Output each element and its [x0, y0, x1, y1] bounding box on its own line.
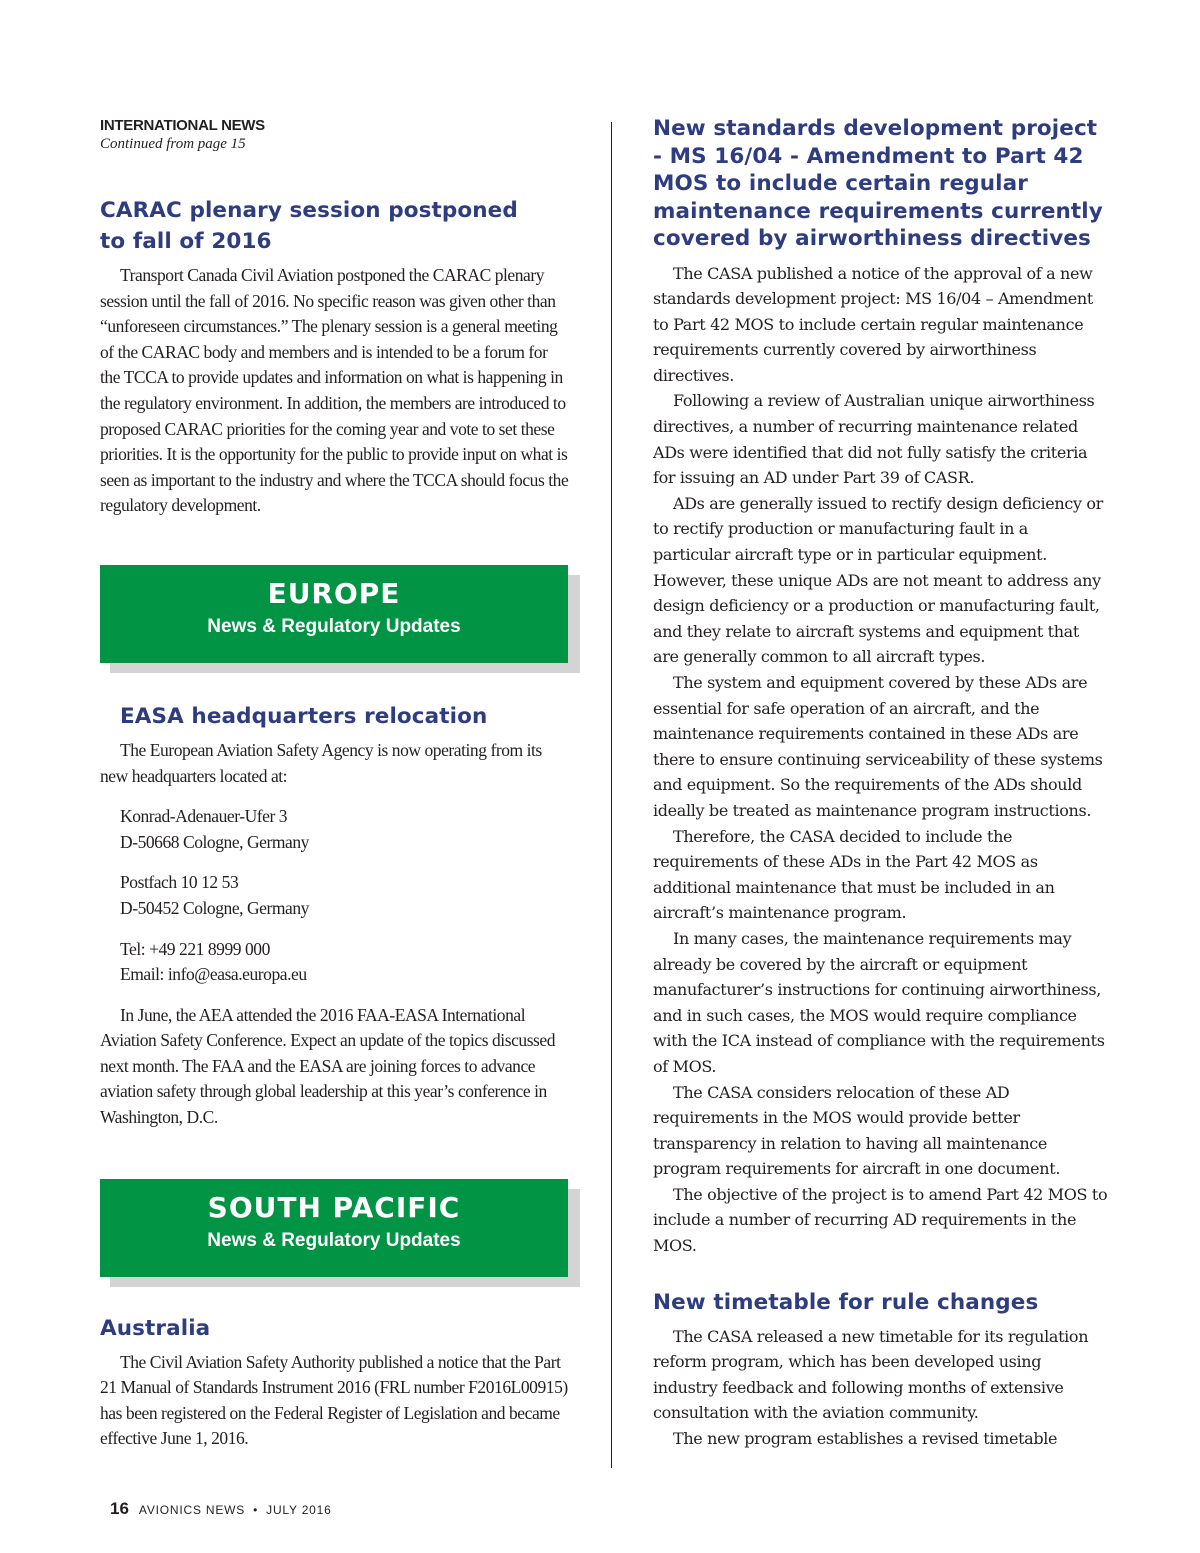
ms1604-headline: New standards development project - MS 16/04 - Amendment to Part 42 MOS to include certain regular maintenance requirements currently covered by airworthiness directives: [653, 116, 1103, 251]
south-pacific-banner: [100, 1179, 568, 1277]
ms1604-paragraph: The CASA published a notice of the approval of a new standards development project: MS 16/04 – Amendment to Part 42 MOS to include certain regular maintenance requirements currently covered by airworthiness directives.: [653, 263, 1093, 385]
easa-headline: EASA headquarters relocation: [120, 703, 488, 729]
continued-note: Continued from page 15: [100, 136, 246, 152]
australia-body: [100, 1350, 570, 1452]
carac-body: [100, 263, 570, 519]
ms1604-body: [653, 261, 1108, 1259]
address1-line1: Konrad-Adenauer-Ufer 3: [120, 806, 288, 827]
australia-headline: Australia: [100, 1315, 211, 1341]
address-block-1: [100, 804, 570, 855]
carac-headline-line1: CARAC plenary session postponed: [100, 198, 518, 223]
ms1604-paragraph: Therefore, the CASA decided to include the requirements of these ADs in the Part 42 MOS as additional maintenance that must be included in an aircraft’s maintenance program.: [653, 826, 1055, 923]
ms1604-paragraph: Following a review of Australian unique airworthiness directives, a number of recurring maintenance related ADs were identified that did not fully satisfy the criteria for issuing an AD under Part 39 of CASR.: [653, 391, 1095, 488]
timetable-headline: New timetable for rule changes: [653, 1289, 1039, 1315]
section-kicker: INTERNATIONAL NEWS: [100, 117, 265, 134]
timetable-paragraph: The CASA released a new timetable for its regulation reform program, which has been developed using industry feedback and following months of extensive consultation with the aviation community.: [653, 1326, 1089, 1423]
easa-body: [100, 738, 570, 1131]
page-footer: [110, 1499, 332, 1519]
carac-headline: [100, 195, 570, 257]
address2-line2: D-50452 Cologne, Germany: [120, 897, 309, 918]
banner-title: SOUTH PACIFIC: [207, 1190, 461, 1224]
ms1604-paragraph: The objective of the project is to amend Part 42 MOS to include a number of recurring AD requirements in the MOS.: [653, 1184, 1108, 1256]
email-line: Email: info@easa.europa.eu: [120, 964, 307, 985]
ms1604-paragraph: ADs are generally issued to rectify design deficiency or to rectify production or manufacturing fault in a particular aircraft type or in particular equipment. However, these unique ADs are not meant to address any design deficiency or a production or manufacturing fault, and they relate to aircraft systems and equipment that are generally common to all aircraft types.: [653, 493, 1103, 667]
timetable-body: [653, 1324, 1108, 1452]
left-column: [100, 117, 570, 1452]
carac-headline-line2: to fall of 2016: [100, 229, 272, 254]
banner-subtitle: News & Regulatory Updates: [207, 1229, 461, 1251]
page-number: 16: [110, 1499, 129, 1518]
banner-title: EUROPE: [267, 576, 401, 610]
footer-bullet: •: [253, 1503, 259, 1517]
carac-paragraph: Transport Canada Civil Aviation postponed the CARAC plenary session until the fall of 2016. No specific reason was given other than “unforeseen circumstances.” The plenary session is a general meeting of the CARAC body and members and is intended to be a forum for the TCCA to provide updates and information on what is happening in the regulatory environment. In addition, the members are introduced to proposed CARAC priorities for the coming year and vote to set these priorities. It is the opportunity for the public to provide input on what is seen as important to the industry and where the TCCA should focus the regulatory development.: [100, 265, 569, 516]
tel-line: Tel: +49 221 8999 000: [120, 938, 270, 959]
address1-line2: D-50668 Cologne, Germany: [120, 831, 309, 852]
column-divider: [611, 122, 612, 1468]
issue-date: JULY 2016: [266, 1503, 332, 1517]
timetable-paragraph: The new program establishes a revised timetable: [673, 1429, 1058, 1449]
easa-intro: The European Aviation Safety Agency is now operating from its new headquarters located at:: [100, 739, 542, 786]
europe-banner: [100, 565, 568, 663]
ms1604-paragraph: The system and equipment covered by these ADs are essential for safe operation of an aircraft, and the maintenance requirements contained in these ADs are there to ensure continuing serviceability of these systems and equipment. So the requirements of the ADs should ideally be treated as maintenance program instructions.: [653, 673, 1103, 820]
ms1604-paragraph: In many cases, the maintenance requirements may already be covered by the aircraft or equipment manufacturer’s instructions for continuing airworthiness, and in such cases, the MOS would require compliance with the ICA instead of compliance with the requirements of MOS.: [653, 928, 1105, 1076]
banner-box: [100, 1179, 568, 1277]
address2-line1: Postfach 10 12 53: [120, 872, 239, 893]
banner-box: [100, 565, 568, 663]
easa-closing: In June, the AEA attended the 2016 FAA-EASA International Aviation Safety Conference. Expect an update of the topics discussed next month. The FAA and the EASA are joining forces to advance aviation safety through global leadership at this year’s conference in Washington, D.C.: [100, 1004, 556, 1128]
address-block-2: [100, 870, 570, 921]
ms1604-paragraph: The CASA considers relocation of these AD requirements in the MOS would provide better transparency in relation to having all maintenance program requirements for aircraft in one document.: [653, 1082, 1061, 1179]
right-column: [653, 115, 1108, 1452]
contact-block: [100, 937, 570, 988]
banner-subtitle: News & Regulatory Updates: [207, 615, 461, 637]
australia-paragraph: The Civil Aviation Safety Authority published a notice that the Part 21 Manual of Standards Instrument 2016 (FRL number F2016L00915) has been registered on the Federal Register of Legislation and became effective June 1, 2016.: [100, 1351, 568, 1449]
publication-name: AVIONICS NEWS: [138, 1503, 246, 1517]
